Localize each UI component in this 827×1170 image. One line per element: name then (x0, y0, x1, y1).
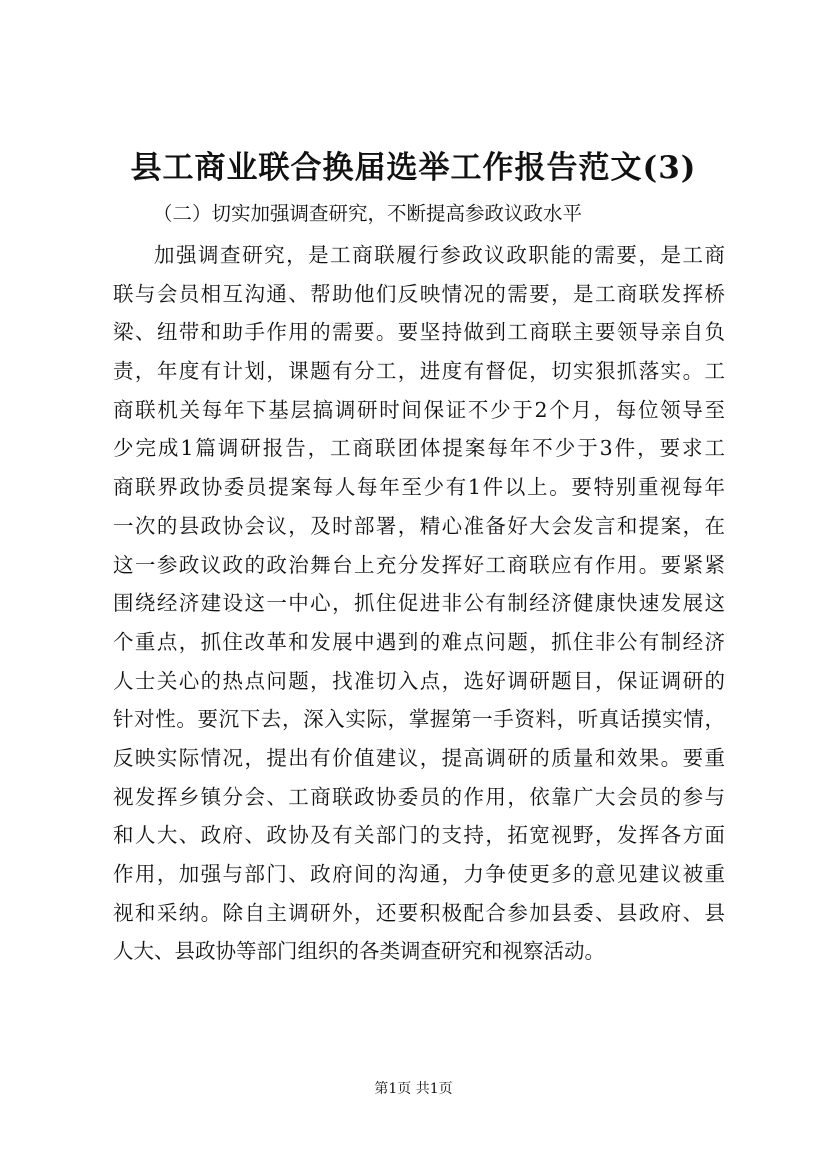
body-line: 梁、纽带和助手作用的需要。要坚持做到工商联主要领导亲自负 (113, 320, 725, 345)
body-line: 人大、县政协等部门组织的各类调查研究和视察活动。 (113, 939, 605, 964)
body-line: 和人大、政府、政协及有关部门的支持，拓宽视野，发挥各方面 (113, 823, 725, 848)
body-line: 围绕经济建设这一中心，抓住促进非公有制经济健康快速发展这 (113, 591, 725, 616)
body-line: 商联界政协委员提案每人每年至少有1件以上。要特别重视每年 (113, 475, 725, 500)
body-paragraph (113, 236, 725, 971)
page-number: 第1页 共1页 (374, 1081, 453, 1097)
body-line: 视发挥乡镇分会、工商联政协委员的作用，依靠广大会员的参与 (113, 784, 725, 809)
body-line: 联与会员相互沟通、帮助他们反映情况的需要，是工商联发挥桥 (113, 281, 725, 306)
body-line: 少完成1篇调研报告，工商联团体提案每年不少于3件，要求工 (113, 436, 725, 461)
document-title: 县工商业联合换届选举工作报告范文(3) (130, 150, 697, 186)
body-line: 商联机关每年下基层搞调研时间保证不少于2个月，每位领导至 (113, 397, 725, 422)
body-line: 人士关心的热点问题，找准切入点，选好调研题目，保证调研的 (113, 668, 725, 693)
body-line: 反映实际情况，提出有价值建议，提高调研的质量和效果。要重 (113, 745, 725, 770)
body-line: 一次的县政协会议，及时部署，精心准备好大会发言和提案，在 (113, 513, 725, 538)
body-line: 这一参政议政的政治舞台上充分发挥好工商联应有作用。要紧紧 (113, 552, 725, 577)
body-line: 视和采纳。除自主调研外，还要积极配合参加县委、县政府、县 (113, 900, 725, 925)
body-line: 针对性。要沉下去，深入实际，掌握第一手资料，听真话摸实情， (113, 707, 725, 732)
body-line: 作用，加强与部门、政府间的沟通，力争使更多的意见建议被重 (113, 862, 725, 886)
body-line: 加强调查研究，是工商联履行参政议政职能的需要，是工商 (154, 243, 725, 267)
section-subheading: （二）切实加强调查研究，不断提高参政议政水平 (153, 202, 583, 225)
body-line: 个重点，抓住改革和发展中遇到的难点问题，抓住非公有制经济 (113, 629, 725, 654)
body-line: 责，年度有计划，课题有分工，进度有督促，切实狠抓落实。工 (113, 359, 725, 384)
